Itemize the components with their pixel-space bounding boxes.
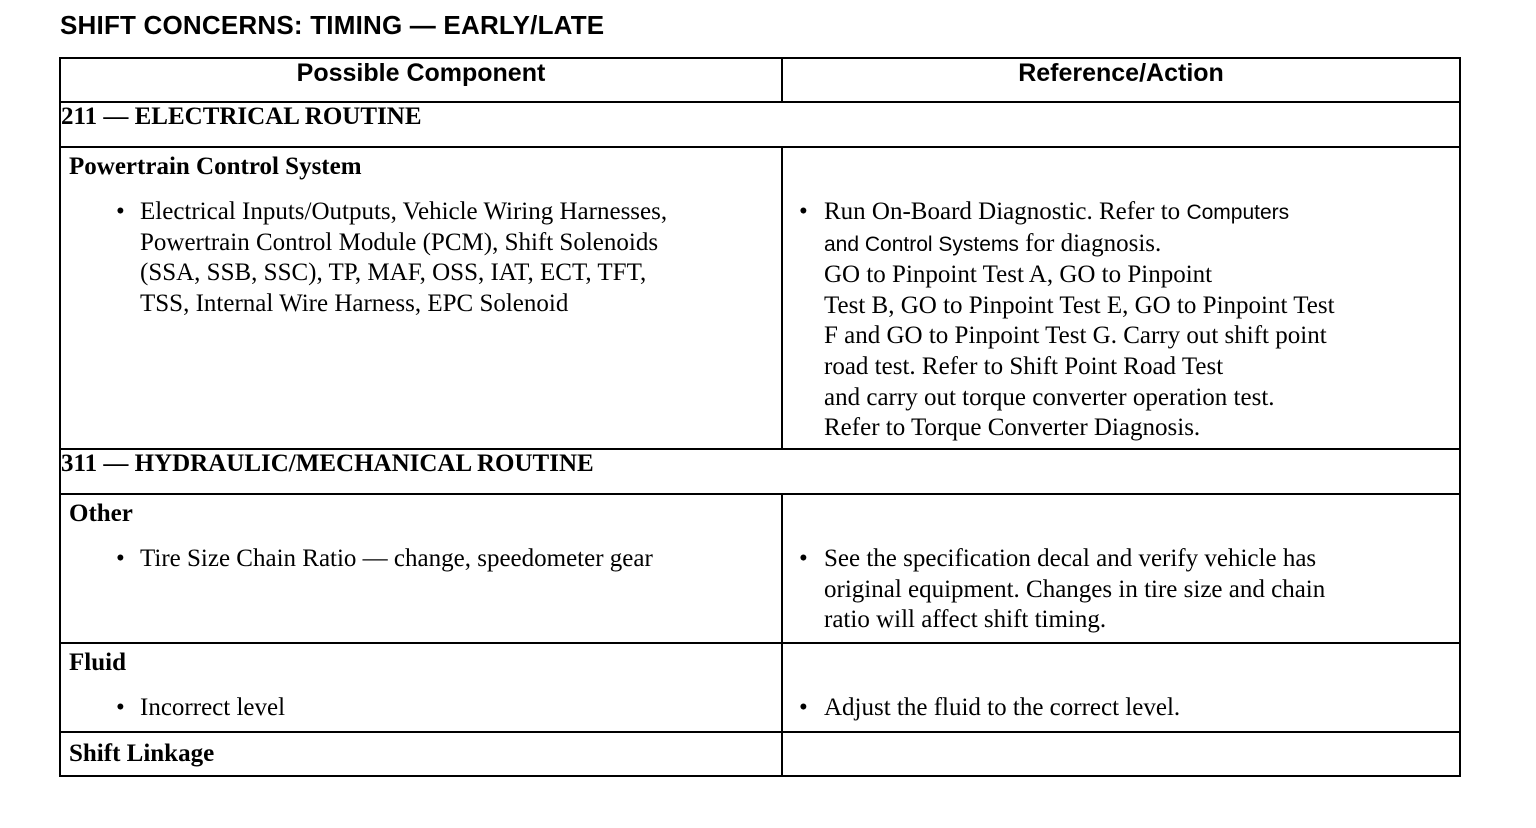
action-bullet-fluid — [783, 693, 1459, 724]
component-bullet-other — [61, 544, 781, 575]
group-title-shift-linkage: Shift Linkage — [69, 740, 215, 767]
shift-concerns-table — [59, 57, 1461, 777]
component-cell-other — [60, 494, 782, 643]
action-line: See the specification decal and verify vehicle has — [824, 545, 1317, 572]
page-title: SHIFT CONCERNS: TIMING — EARLY/LATE — [60, 10, 605, 40]
group-title-fluid: Fluid — [69, 649, 126, 676]
action-bullet-other — [783, 544, 1459, 636]
column-header-component: Possible Component — [60, 58, 782, 102]
routine-title-311: 311 — HYDRAULIC/MECHANICAL ROUTINE — [60, 449, 1460, 494]
component-line: Tire Size Chain Ratio — change, speedometer gear — [140, 545, 653, 572]
action-line: GO to Pinpoint Test A, GO to Pinpoint — [824, 261, 1213, 289]
action-line: and carry out torque converter operation test. — [824, 383, 1275, 411]
component-line: Electrical Inputs/Outputs, Vehicle Wiring Harnesses, — [140, 198, 668, 225]
component-line: Powertrain Control Module (PCM), Shift Solenoids — [140, 228, 659, 256]
group-title-powertrain: Powertrain Control System — [69, 153, 362, 180]
reference-link-control-systems[interactable]: and Control Systems — [824, 232, 1019, 256]
component-cell-fluid — [60, 643, 782, 732]
action-line — [824, 197, 1459, 229]
table-row-shift-linkage — [60, 732, 1460, 776]
action-line: road test. Refer to Shift Point Road Test — [824, 352, 1224, 380]
action-line: Adjust the fluid to the correct level. — [824, 694, 1181, 721]
table-row-fluid — [60, 643, 1460, 732]
component-line: TSS, Internal Wire Harness, EPC Solenoid — [140, 289, 569, 317]
action-cell-powertrain — [782, 147, 1460, 449]
action-line: original equipment. Changes in tire size and chain — [824, 575, 1326, 603]
action-line: F and GO to Pinpoint Test G. Carry out shift point — [824, 322, 1327, 350]
bullet-icon: • — [116, 545, 125, 572]
action-cell-fluid — [782, 643, 1460, 732]
component-cell-shift-linkage — [60, 732, 782, 776]
table-row-other — [60, 494, 1460, 643]
column-header-action: Reference/Action — [782, 58, 1460, 102]
component-cell-powertrain — [60, 147, 782, 449]
component-bullet-powertrain — [61, 197, 781, 319]
bullet-icon: • — [799, 198, 808, 225]
routine-row-211 — [60, 102, 1460, 147]
action-line: Test B, GO to Pinpoint Test E, GO to Pinpoint Test — [824, 291, 1335, 319]
component-line: Incorrect level — [140, 694, 286, 721]
bullet-icon: • — [116, 198, 125, 225]
bullet-icon: • — [799, 694, 808, 721]
action-line — [824, 229, 1459, 261]
action-bullet-powertrain — [783, 197, 1459, 444]
component-line: (SSA, SSB, SSC), TP, MAF, OSS, IAT, ECT, TFT, — [140, 259, 647, 287]
table-row-powertrain — [60, 147, 1460, 449]
reference-link-computers[interactable]: Computers — [1186, 201, 1290, 224]
action-text: for diagnosis. — [1018, 229, 1162, 257]
action-line: ratio will affect shift timing. — [824, 606, 1107, 634]
table-header-row — [60, 58, 1460, 102]
action-cell-other — [782, 494, 1460, 643]
action-text: Run On-Board Diagnostic. Refer to — [824, 198, 1187, 225]
group-title-other: Other — [69, 500, 133, 527]
bullet-icon: • — [116, 694, 125, 721]
component-bullet-fluid — [61, 693, 781, 724]
bullet-icon: • — [799, 545, 808, 572]
routine-title-211: 211 — ELECTRICAL ROUTINE — [60, 102, 1460, 147]
action-cell-shift-linkage — [782, 732, 1460, 776]
action-line: Refer to Torque Converter Diagnosis. — [824, 414, 1201, 442]
routine-row-311 — [60, 449, 1460, 494]
